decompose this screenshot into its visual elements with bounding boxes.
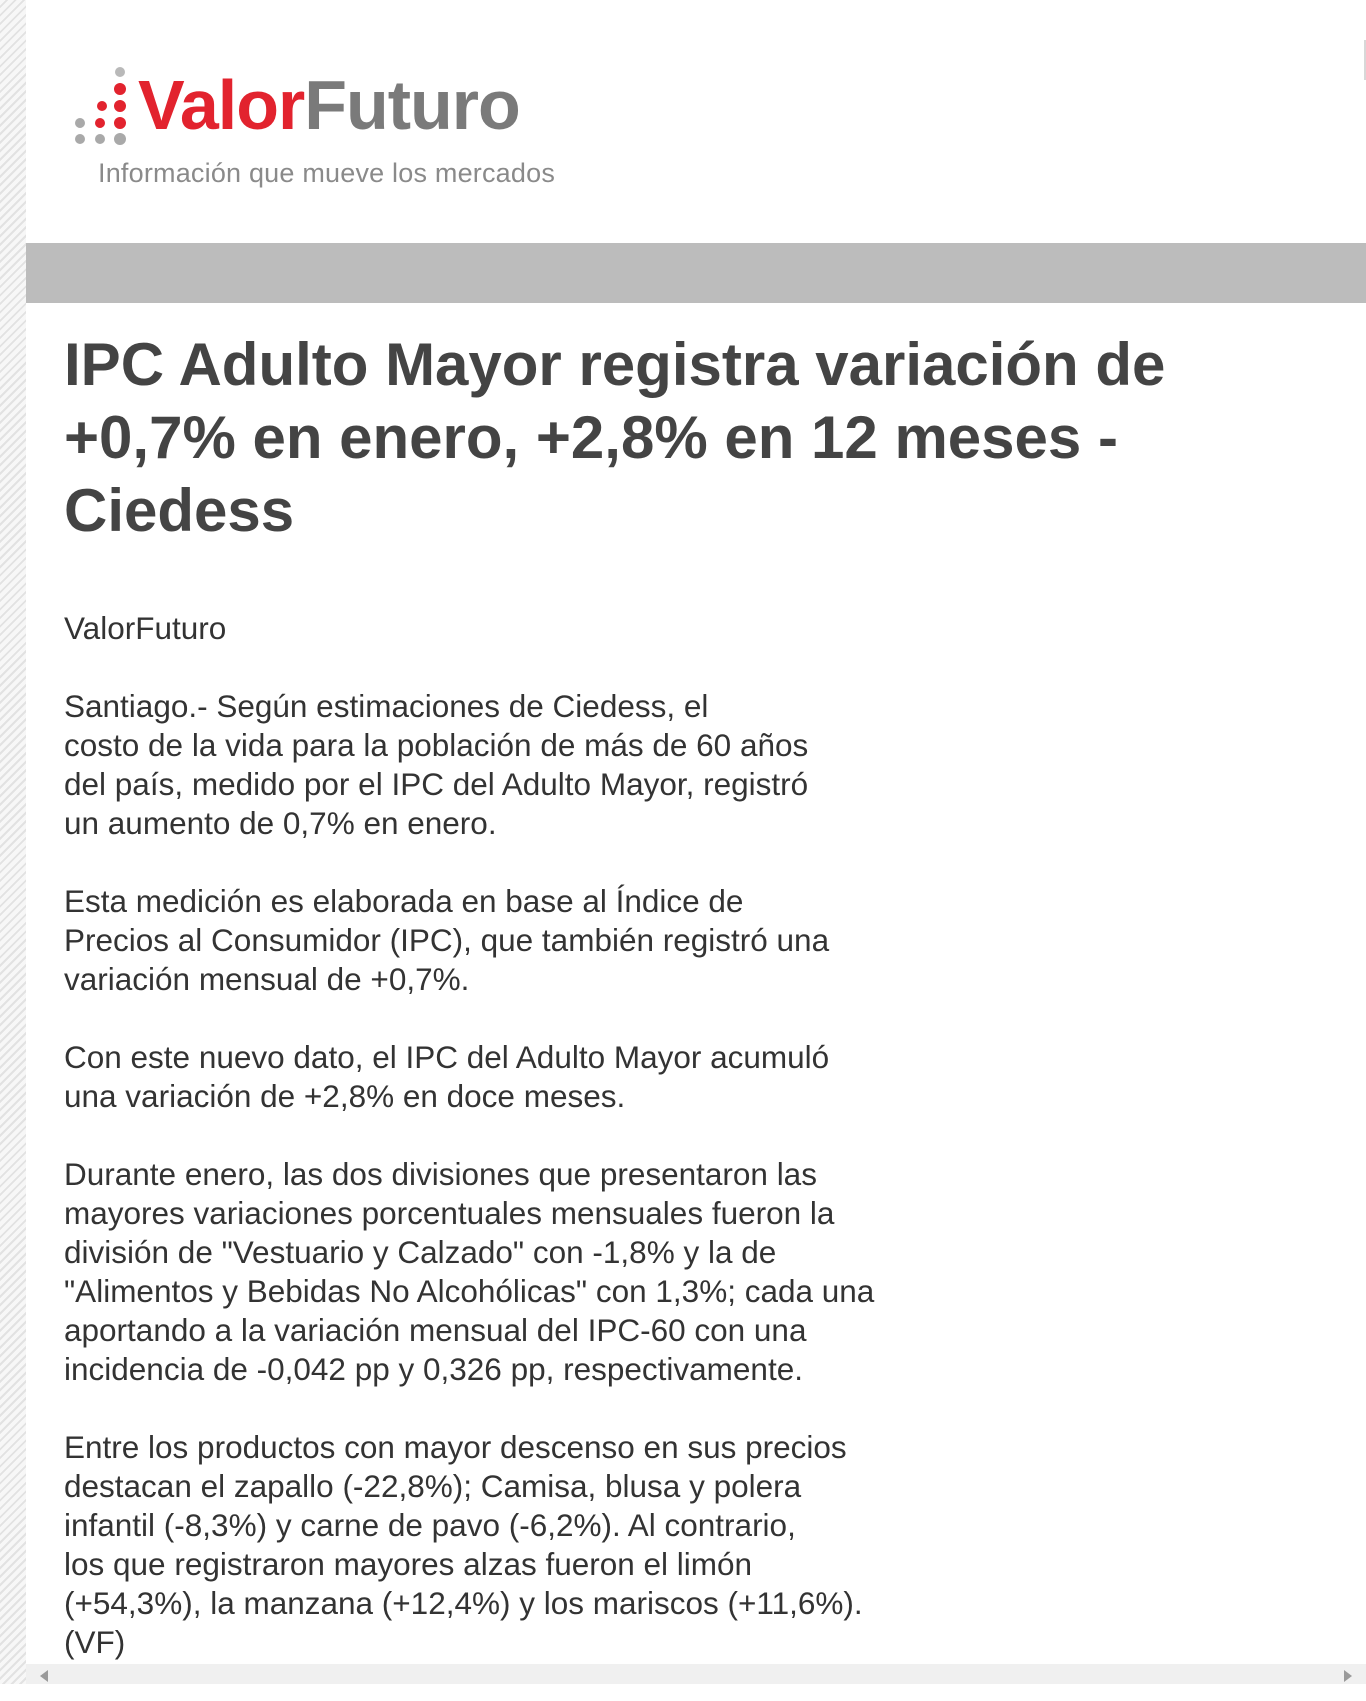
paragraph-line: infantil (-8,3%) y carne de pavo (-6,2%). Al contrario, [64, 1507, 796, 1543]
paragraph-line: destacan el zapallo (-22,8%); Camisa, blusa y polera [64, 1468, 802, 1504]
scroll-right-arrow-icon[interactable] [1344, 1670, 1352, 1682]
paragraph-line: "Alimentos y Bebidas No Alcohólicas" con 1,3%; cada una [64, 1273, 875, 1309]
header-divider-bar [26, 243, 1366, 303]
paragraph-line: variación mensual de +0,7%. [64, 961, 470, 997]
logo-dot [95, 134, 105, 144]
horizontal-scrollbar[interactable] [26, 1664, 1366, 1684]
paragraph-line: un aumento de 0,7% en enero. [64, 805, 497, 841]
paragraph-line: Con este nuevo dato, el IPC del Adulto Mayor acumuló [64, 1039, 830, 1075]
article-source: ValorFuturo [64, 610, 227, 646]
logo-wordmark-valor: Valor [138, 66, 305, 144]
paragraph-line: del país, medido por el IPC del Adulto Mayor, registró [64, 766, 809, 802]
paragraph-line: una variación de +2,8% en doce meses. [64, 1078, 626, 1114]
paragraph-line: costo de la vida para la población de más de 60 años [64, 727, 809, 763]
logo-wordmark-futuro: Futuro [304, 66, 520, 144]
paragraph-line: Santiago.- Según estimaciones de Ciedess, el [64, 688, 709, 724]
paragraph-line: aportando a la variación mensual del IPC-60 con una [64, 1312, 807, 1348]
valorfuturo-logo[interactable] [70, 62, 630, 192]
logo-dot [97, 101, 107, 111]
article-paragraph [64, 1155, 964, 1389]
logo-dot [95, 118, 105, 128]
paragraph-line: (+54,3%), la manzana (+12,4%) y los mariscos (+11,6%). [64, 1585, 863, 1621]
article-paragraph [64, 882, 964, 999]
logo-tagline: Información que mueve los mercados [98, 158, 556, 188]
logo-dot [75, 134, 85, 144]
paragraph-line: Precios al Consumidor (IPC), que también registró una [64, 922, 830, 958]
paragraph-line: incidencia de -0,042 pp y 0,326 pp, respectivamente. [64, 1351, 803, 1387]
logo-dot [114, 100, 126, 112]
paragraph-line: Entre los productos con mayor descenso en sus precios [64, 1429, 847, 1465]
article-paragraph [64, 1038, 964, 1116]
article-title: IPC Adulto Mayor registra variación de +0,7% en enero, +2,8% en 12 meses - Ciedess [64, 331, 1166, 544]
paragraph-line: mayores variaciones porcentuales mensuales fueron la [64, 1195, 835, 1231]
paragraph-line: Esta medición es elaborada en base al Índice de [64, 883, 744, 919]
article-paragraph [64, 1428, 964, 1662]
scroll-left-arrow-icon[interactable] [40, 1670, 48, 1682]
logo-dots-icon [70, 66, 136, 146]
paragraph-line: división de "Vestuario y Calzado" con -1,8% y la de [64, 1234, 777, 1270]
logo-dot [114, 117, 126, 129]
logo-wordmark [138, 66, 520, 144]
page [26, 0, 1366, 1684]
left-background-strip [0, 0, 26, 1684]
logo-dot [115, 67, 125, 77]
article-paragraph [64, 687, 964, 843]
logo-dot [114, 133, 126, 145]
logo-dot [75, 118, 85, 128]
paragraph-line: los que registraron mayores alzas fueron el limón [64, 1546, 753, 1582]
paragraph-line: Durante enero, las dos divisiones que presentaron las [64, 1156, 817, 1192]
article-body [64, 609, 964, 1701]
paragraph-line: (VF) [64, 1624, 126, 1660]
logo-dot [114, 83, 126, 95]
